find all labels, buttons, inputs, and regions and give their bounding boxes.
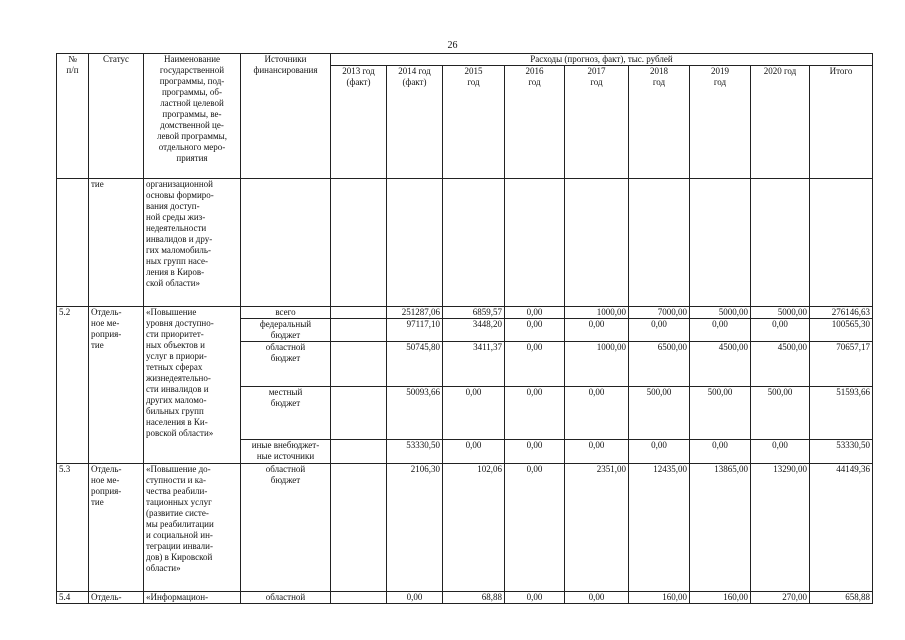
cell-value: 0,00 bbox=[505, 342, 565, 387]
table-row bbox=[57, 464, 873, 592]
cell-value: 270,00 bbox=[751, 592, 810, 604]
row-status: Отдель- bbox=[89, 592, 144, 604]
cell-value: 53330,50 bbox=[387, 440, 443, 464]
cell-value: 0,00 bbox=[387, 592, 443, 604]
cell-value: 160,00 bbox=[690, 592, 751, 604]
header-year: 2018 год bbox=[629, 66, 690, 179]
header-year: 2020 год bbox=[751, 66, 810, 179]
row-source: иные внебюджет- ные источники bbox=[241, 440, 331, 464]
cell-value: 0,00 bbox=[443, 387, 505, 440]
cell-value: 160,00 bbox=[629, 592, 690, 604]
row-source: федеральный бюджет bbox=[241, 319, 331, 342]
cell-value: 6500,00 bbox=[629, 342, 690, 387]
cell-value: 0,00 bbox=[751, 440, 810, 464]
cell-value: 0,00 bbox=[690, 319, 751, 342]
cell-total: 53330,50 bbox=[810, 440, 873, 464]
cell-total: 100565,30 bbox=[810, 319, 873, 342]
cell-value: 0,00 bbox=[751, 319, 810, 342]
header-sources: Источники финансирования bbox=[241, 54, 331, 179]
cell-value: 500,00 bbox=[751, 387, 810, 440]
cell-value bbox=[331, 592, 387, 604]
row-status: Отдель- ное ме- роприя- тие bbox=[89, 307, 144, 464]
row-name: организационной основы формиро- вания доступ- ной среды жиз- недеятельности инвалидов и дру- гих маломобиль- ных групп насе- ления в Киров- ской области» bbox=[144, 179, 241, 307]
cell-total: 276146,63 bbox=[810, 307, 873, 319]
row-status: тие bbox=[89, 179, 144, 307]
header-year: 2016 год bbox=[505, 66, 565, 179]
row-num: 5.2 bbox=[57, 307, 89, 464]
cell-value: 102,06 bbox=[443, 464, 505, 592]
row-source: местный бюджет bbox=[241, 387, 331, 440]
row-source: всего bbox=[241, 307, 331, 319]
cell-value: 2351,00 bbox=[565, 464, 629, 592]
header-name: Наименование государственной программы, под- программы, об- ластной целевой программы, ве- домственной це- левой программы, отдельного меро- приятия bbox=[144, 54, 241, 179]
cell-value: 0,00 bbox=[565, 319, 629, 342]
cell-total: 70657,17 bbox=[810, 342, 873, 387]
row-num: 5.3 bbox=[57, 464, 89, 592]
cell-value: 13865,00 bbox=[690, 464, 751, 592]
page-number: 26 bbox=[447, 40, 458, 51]
cell-value bbox=[331, 307, 387, 319]
cell-value: 3448,20 bbox=[443, 319, 505, 342]
cell-value: 0,00 bbox=[505, 319, 565, 342]
cell-value: 50745,80 bbox=[387, 342, 443, 387]
cell-value: 500,00 bbox=[690, 387, 751, 440]
cell-value bbox=[331, 440, 387, 464]
cell-value: 2106,30 bbox=[387, 464, 443, 592]
cell-value: 0,00 bbox=[565, 387, 629, 440]
row-status: Отдель- ное ме- роприя- тие bbox=[89, 464, 144, 592]
header-status: Статус bbox=[89, 54, 144, 179]
row-name: «Информацион- bbox=[144, 592, 241, 604]
cell-value: 13290,00 bbox=[751, 464, 810, 592]
cell-value: 97117,10 bbox=[387, 319, 443, 342]
expenses-table bbox=[56, 53, 873, 604]
cell-value: 68,88 bbox=[443, 592, 505, 604]
header-year: 2014 год (факт) bbox=[387, 66, 443, 179]
cell-value: 0,00 bbox=[443, 440, 505, 464]
cell-value: 5000,00 bbox=[751, 307, 810, 319]
cell-value: 0,00 bbox=[690, 440, 751, 464]
cell-value: 12435,00 bbox=[629, 464, 690, 592]
header-year: 2017 год bbox=[565, 66, 629, 179]
cell-value: 6859,57 bbox=[443, 307, 505, 319]
header-year: 2015 год bbox=[443, 66, 505, 179]
cell-value: 0,00 bbox=[565, 440, 629, 464]
cell-value bbox=[331, 319, 387, 342]
cell-value: 0,00 bbox=[565, 592, 629, 604]
cell-value: 251287,06 bbox=[387, 307, 443, 319]
row-source: областной бюджет bbox=[241, 342, 331, 387]
cell-value: 0,00 bbox=[505, 307, 565, 319]
cell-value: 5000,00 bbox=[690, 307, 751, 319]
cell-value: 3411,37 bbox=[443, 342, 505, 387]
cell-value: 4500,00 bbox=[751, 342, 810, 387]
cell-value: 50093,66 bbox=[387, 387, 443, 440]
row-name: «Повышение до- ступности и ка- чества реабили- тационных услуг (развитие систе- мы реабилитации и социальной ин- теграции инвали- дов) в Кировской области» bbox=[144, 464, 241, 592]
header-year: 2019 год bbox=[690, 66, 751, 179]
header-total: Итого bbox=[810, 66, 873, 179]
header-expenses: Расходы (прогноз, факт), тыс. рублей bbox=[331, 54, 873, 66]
table-row bbox=[57, 307, 873, 319]
row-source: областной bbox=[241, 592, 331, 604]
row-num: 5.4 bbox=[57, 592, 89, 604]
cell-value: 0,00 bbox=[505, 464, 565, 592]
header-year: 2013 год (факт) bbox=[331, 66, 387, 179]
cell-value: 7000,00 bbox=[629, 307, 690, 319]
cell-total: 51593,66 bbox=[810, 387, 873, 440]
cell-value: 4500,00 bbox=[690, 342, 751, 387]
cell-value: 0,00 bbox=[505, 387, 565, 440]
header-num: № п/п bbox=[57, 54, 89, 179]
cell-value bbox=[331, 387, 387, 440]
cell-value: 0,00 bbox=[629, 440, 690, 464]
cell-value bbox=[331, 464, 387, 592]
table-row bbox=[57, 179, 873, 307]
cell-total: 658,88 bbox=[810, 592, 873, 604]
cell-value: 1000,00 bbox=[565, 307, 629, 319]
cell-value: 0,00 bbox=[505, 440, 565, 464]
table-row bbox=[57, 592, 873, 604]
cell-value: 500,00 bbox=[629, 387, 690, 440]
cell-total: 44149,36 bbox=[810, 464, 873, 592]
cell-value bbox=[331, 342, 387, 387]
cell-value: 1000,00 bbox=[565, 342, 629, 387]
row-name: «Повышение уровня доступно- сти приоритет- ных объектов и услуг в приори- тетных сферах жизнедеятельно- сти инвалидов и других маломо- бильных групп населения в Ки- ровской области» bbox=[144, 307, 241, 464]
row-source: областной бюджет bbox=[241, 464, 331, 592]
cell-value: 0,00 bbox=[629, 319, 690, 342]
cell-value: 0,00 bbox=[505, 592, 565, 604]
